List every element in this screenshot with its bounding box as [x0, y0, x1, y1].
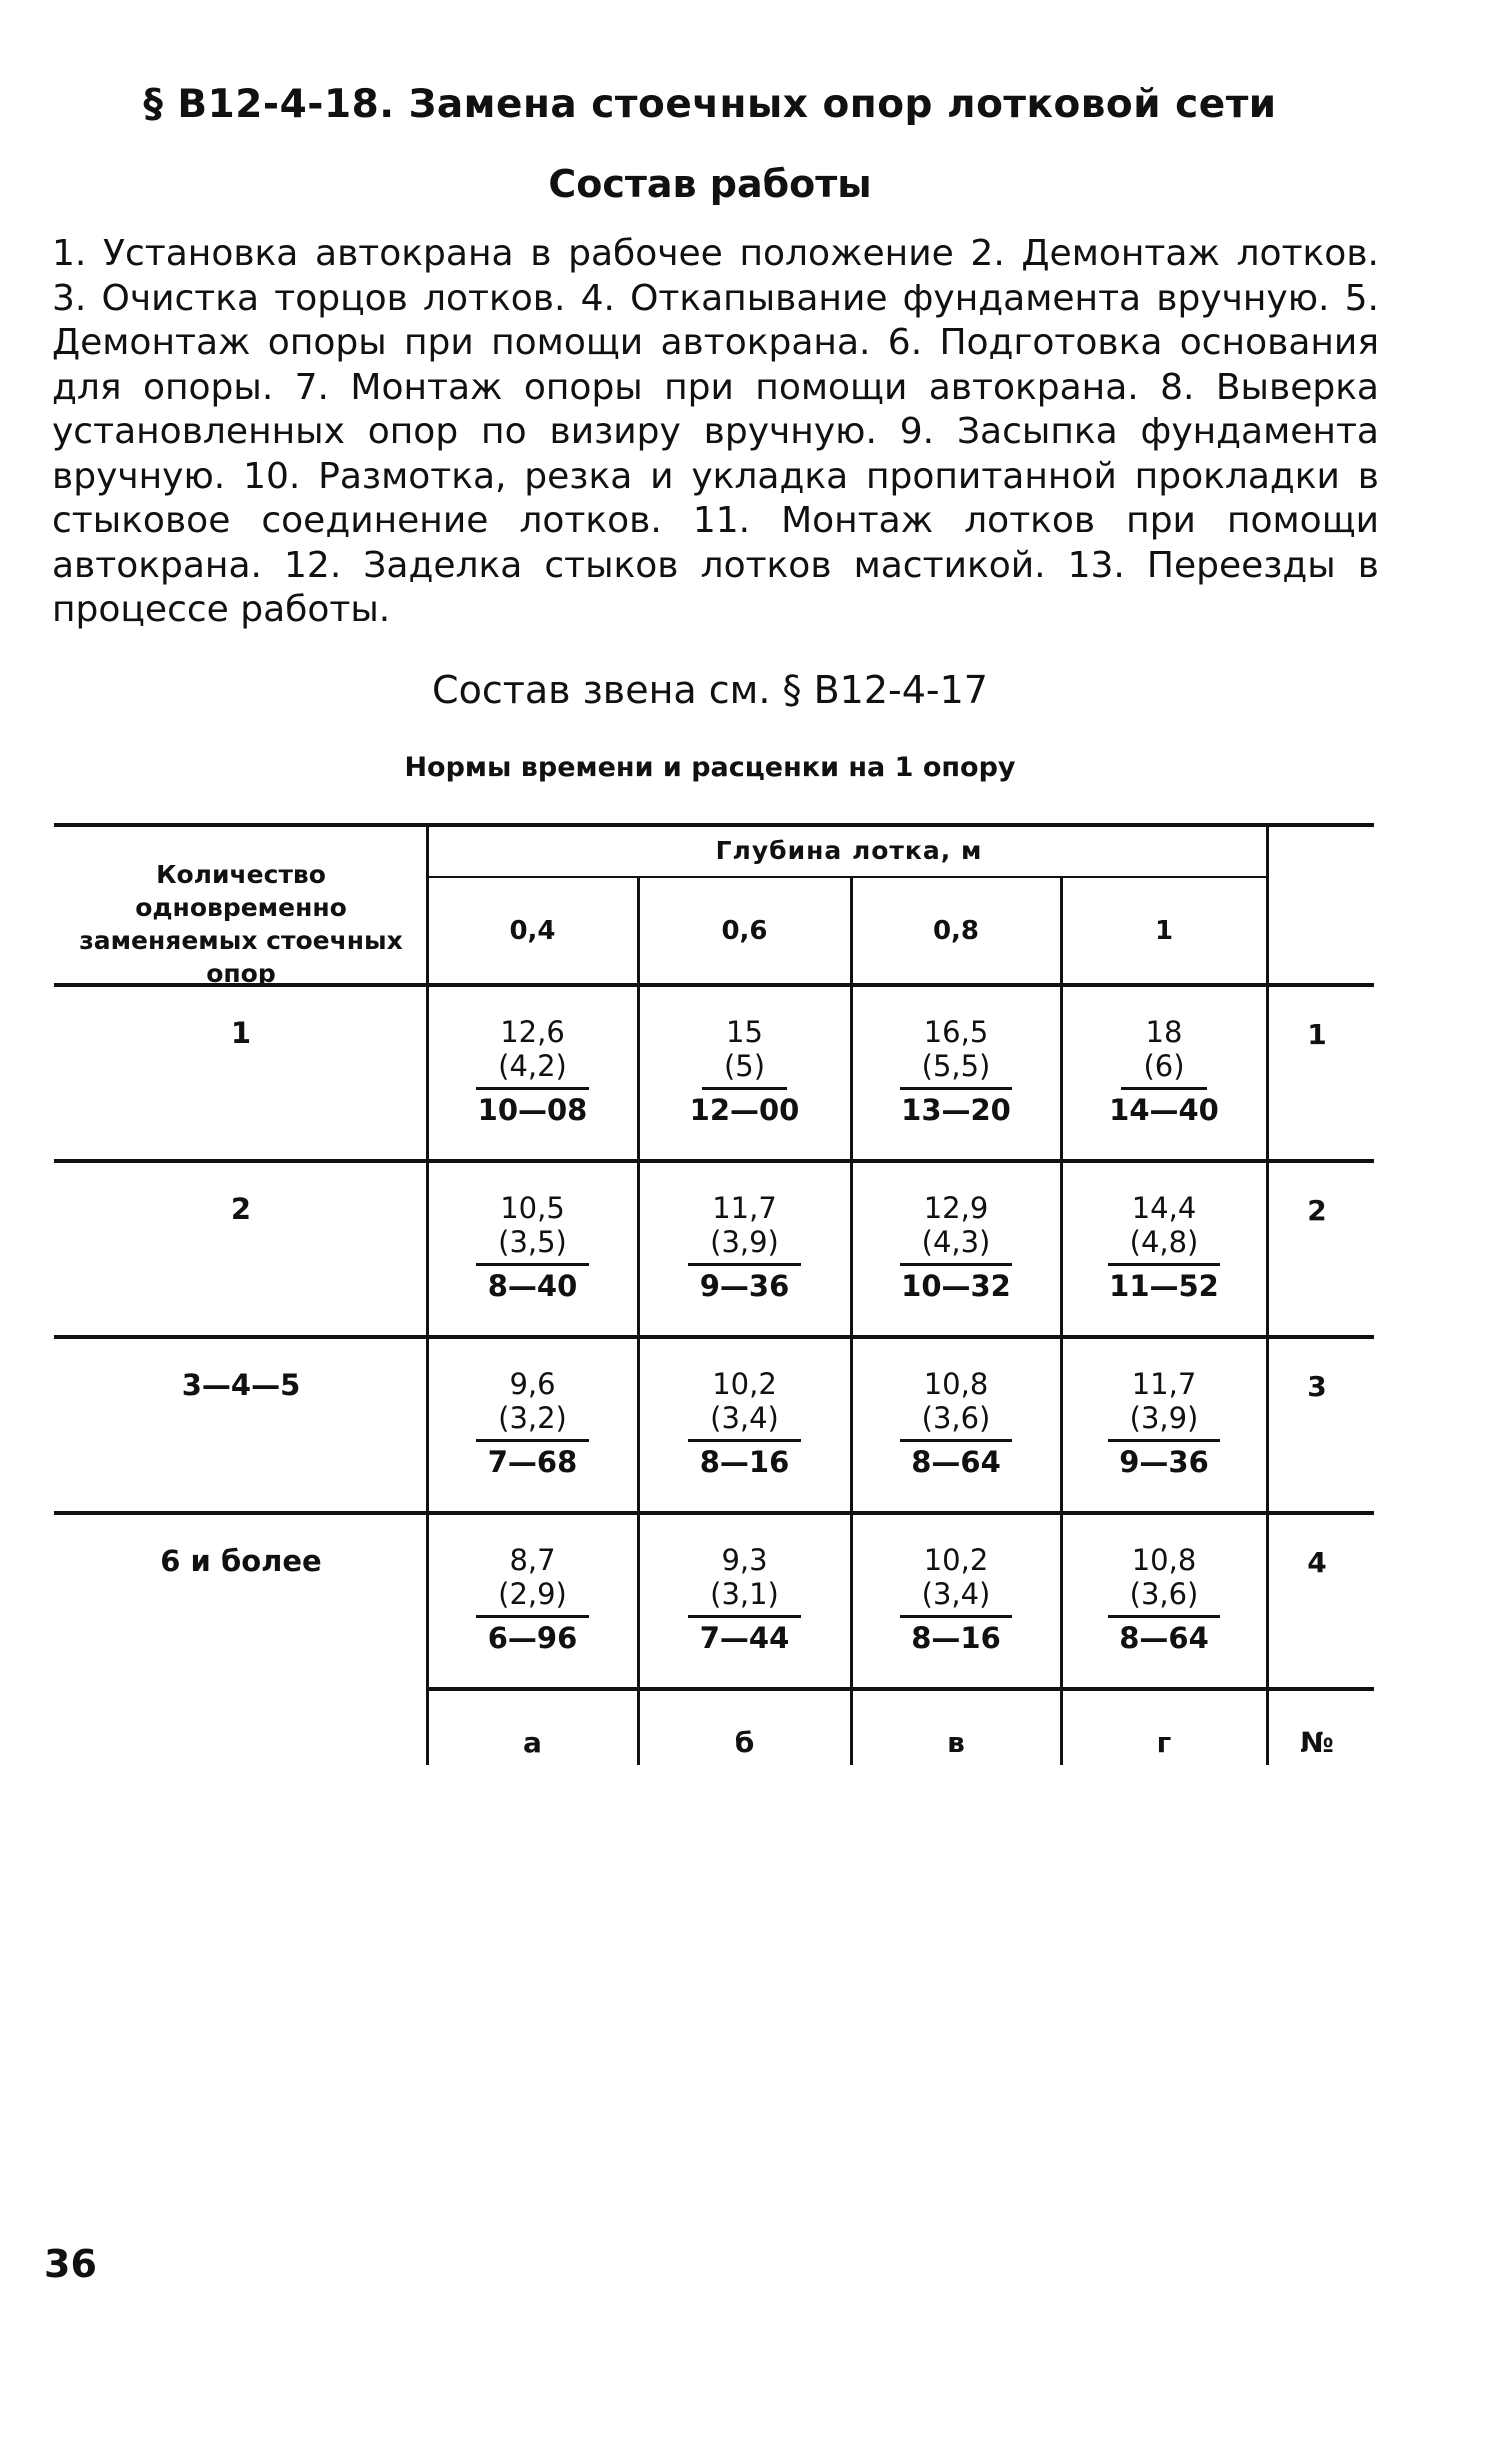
depth-header-1: 0,6: [721, 916, 768, 946]
cell-r1-c3: [852, 1015, 1060, 1127]
work-steps-paragraph: 1. Установка автокрана в рабочее положение 2. Демонтаж лотков. 3. Очистка торцов лотков. 4. Откапывание фундамента вручную. 5. Демонтаж опоры при помощи автокрана. 6. Подготовка основания для опоры. 7. Монтаж опоры при помощи автокрана. 8. Выверка установленных опор по визиру вручную. 9. Засыпка фундамента вручную. 10. Размотка, резка и укладка пропитанной прокладки в стыковое соединение лотков. 11. Монтаж лотков при помощи автокрана. 12. Заделка стыков лотков мастикой. 13. Переезды в процессе работы.: [52, 233, 1379, 630]
time-norm: 9,6: [509, 1367, 556, 1401]
time-norm: 11,7: [1131, 1367, 1197, 1401]
crew-composition-note: Состав звена см. § В12-4-17: [432, 668, 988, 712]
row-header-label: Количество одновременно заменяемых стоечных опор: [79, 860, 403, 988]
crew-time: (5,5): [900, 1052, 1013, 1090]
price-rate: 7—68: [487, 1445, 578, 1479]
time-norm: 10,5: [500, 1191, 565, 1225]
price-rate: 7—44: [699, 1621, 790, 1655]
row-divider-1: [54, 1159, 1374, 1163]
cell-r4-c4: [1062, 1543, 1266, 1655]
cell-r4-c2: [639, 1543, 850, 1655]
row-divider-3: [54, 1511, 1374, 1515]
time-norm: 10,2: [712, 1367, 777, 1401]
price-rate: 8—40: [487, 1269, 578, 1303]
depth-header-2: 0,8: [932, 916, 980, 946]
section-title: § В12-4-18. Замена стоечных опор лотковой сети: [143, 82, 1277, 127]
column-letter-v: в: [947, 1726, 965, 1759]
time-norm: 8,7: [509, 1543, 556, 1577]
time-norm: 14,4: [1131, 1191, 1197, 1225]
cell-r4-c1: [428, 1543, 637, 1655]
row-divider-2: [54, 1335, 1374, 1339]
time-norm: 12,6: [500, 1015, 565, 1049]
crew-time: (3,1): [688, 1580, 801, 1618]
price-rate: 9—36: [699, 1269, 790, 1303]
crew-time: (3,4): [900, 1580, 1013, 1618]
column-letter-a: а: [523, 1726, 542, 1759]
crew-time: (3,2): [476, 1404, 589, 1442]
crew-time: (2,9): [476, 1580, 589, 1618]
cell-r3-c3: [852, 1367, 1060, 1479]
price-rate: 10—08: [477, 1093, 588, 1127]
col-rule-4: [1266, 825, 1269, 1765]
time-norm: 12,9: [923, 1191, 989, 1225]
row-number-1: 1: [1307, 1018, 1327, 1051]
cell-r2-c4: [1062, 1191, 1266, 1303]
time-norm: 15: [726, 1015, 763, 1049]
price-rate: 8—16: [699, 1445, 790, 1479]
page-number: 36: [44, 2242, 97, 2286]
price-rate: 10—32: [901, 1269, 1011, 1303]
price-rate: 8—64: [1119, 1621, 1209, 1655]
row-label-3: 3—4—5: [181, 1368, 301, 1402]
time-norm: 10,8: [1131, 1543, 1197, 1577]
crew-time: (3,5): [476, 1228, 589, 1266]
crew-time: (3,6): [1108, 1580, 1221, 1618]
cell-r2-c3: [852, 1191, 1060, 1303]
cell-r1-c4: [1062, 1015, 1266, 1127]
time-norm: 11,7: [712, 1191, 777, 1225]
column-letter-b: б: [734, 1726, 755, 1759]
price-rate: 6—96: [487, 1621, 578, 1655]
crew-time: (4,3): [900, 1228, 1013, 1266]
depth-header-3: 1: [1154, 916, 1174, 946]
price-rate: 9—36: [1119, 1445, 1209, 1479]
row-label-1: 1: [230, 1016, 252, 1050]
price-rate: 11—52: [1109, 1269, 1219, 1303]
table-top-rule: [54, 823, 1374, 827]
column-letter-g: г: [1156, 1726, 1172, 1759]
crew-time: (3,4): [688, 1404, 801, 1442]
row-label-2: 2: [230, 1192, 252, 1226]
time-norm: 10,8: [923, 1367, 989, 1401]
price-rate: 8—16: [911, 1621, 1001, 1655]
price-rate: 8—64: [911, 1445, 1001, 1479]
row-number-4: 4: [1307, 1546, 1327, 1579]
cell-r2-c1: [428, 1191, 637, 1303]
crew-time: (6): [1121, 1052, 1206, 1090]
cell-r3-c4: [1062, 1367, 1266, 1479]
table-bottom-rule: [428, 1687, 1374, 1691]
cell-r3-c1: [428, 1367, 637, 1479]
crew-time: (4,2): [476, 1052, 589, 1090]
price-rate: 14—40: [1109, 1093, 1219, 1127]
cell-r3-c2: [639, 1367, 850, 1479]
work-composition-heading: Состав работы: [548, 162, 872, 206]
depth-header-0: 0,4: [509, 916, 556, 946]
crew-time: (3,9): [688, 1228, 801, 1266]
row-number-2: 2: [1307, 1194, 1327, 1227]
crew-time: (3,9): [1108, 1404, 1221, 1442]
crew-time: (5): [702, 1052, 787, 1090]
time-norm: 16,5: [923, 1015, 989, 1049]
time-norm: 9,3: [721, 1543, 768, 1577]
crew-time: (3,6): [900, 1404, 1013, 1442]
price-rate: 12—00: [689, 1093, 800, 1127]
crew-time: (4,8): [1108, 1228, 1221, 1266]
depth-group-header: Глубина лотка, м: [715, 836, 983, 865]
row-label-4: 6 и более: [160, 1544, 322, 1578]
cell-r1-c2: [639, 1015, 850, 1127]
cell-r1-c1: [428, 1015, 637, 1127]
group-header-rule: [428, 876, 1268, 878]
number-column-header: №: [1300, 1726, 1334, 1759]
price-rate: 13—20: [901, 1093, 1011, 1127]
cell-r2-c2: [639, 1191, 850, 1303]
table-caption: Нормы времени и расценки на 1 опору: [404, 752, 1016, 783]
row-number-3: 3: [1307, 1370, 1327, 1403]
time-norm: 10,2: [923, 1543, 989, 1577]
cell-r4-c3: [852, 1543, 1060, 1655]
time-norm: 18: [1145, 1015, 1183, 1049]
